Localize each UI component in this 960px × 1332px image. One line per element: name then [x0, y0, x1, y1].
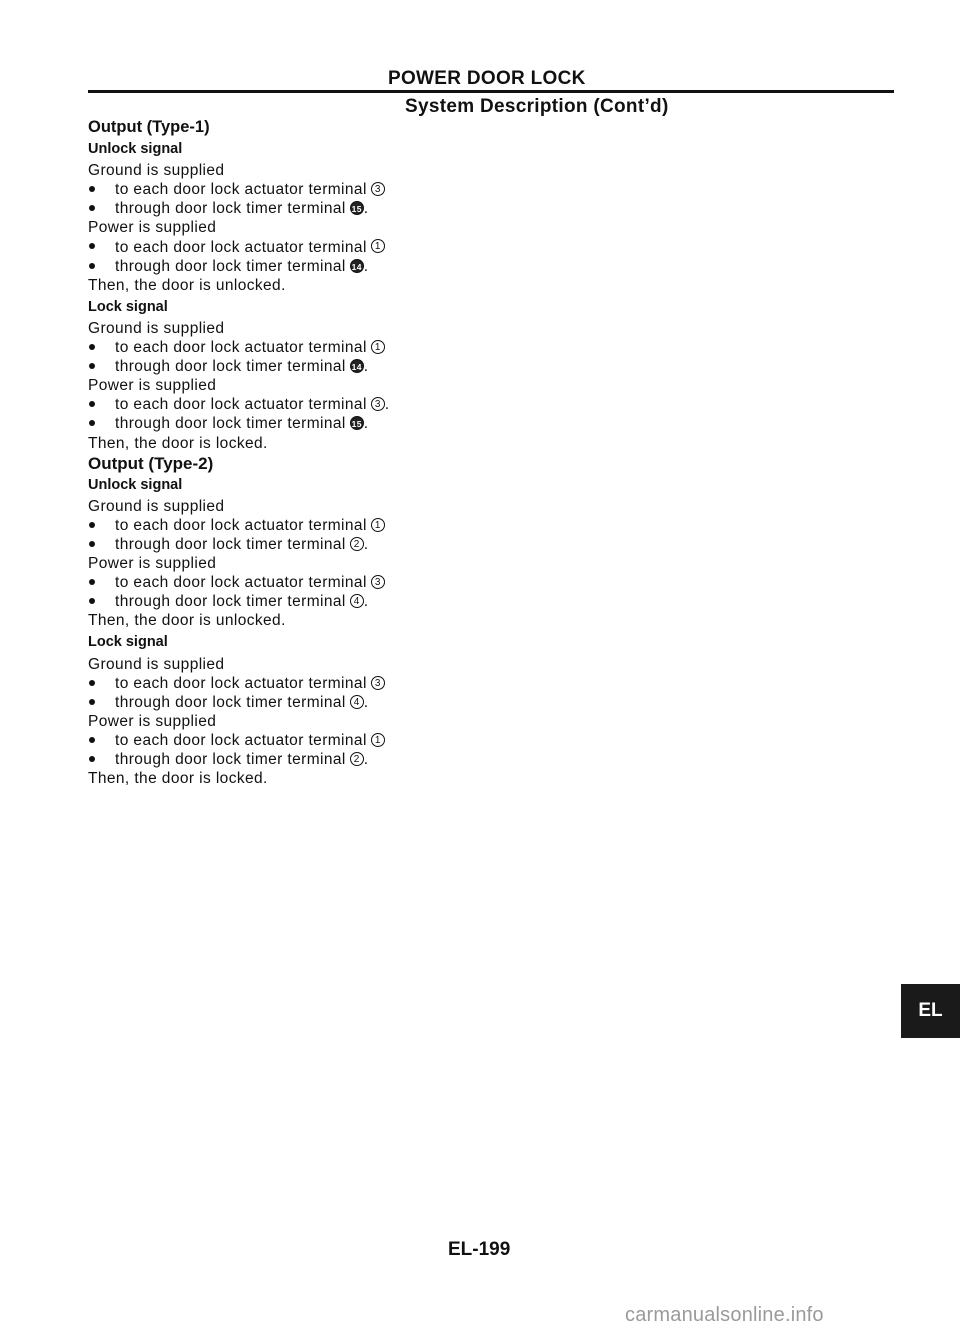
signal-heading: Lock signal: [88, 298, 168, 315]
text-line: Then, the door is unlocked.: [88, 276, 286, 294]
output-heading: Output (Type-2): [88, 453, 214, 473]
bullet-icon: [88, 414, 115, 433]
bullet-item: [88, 674, 688, 693]
terminal-number-icon: 3: [371, 397, 385, 411]
terminal-number-icon: 1: [371, 733, 385, 747]
line-suffix: .: [363, 257, 369, 275]
bullet-icon: [88, 395, 115, 414]
line-suffix: .: [363, 358, 369, 376]
bullet-icon: [88, 199, 115, 218]
bullet-text: through door lock timer terminal: [115, 200, 346, 218]
text-line: Ground is supplied: [88, 655, 225, 673]
terminal-number-icon: 1: [371, 340, 385, 354]
document-body: [88, 118, 688, 788]
bullet-text: to each door lock actuator terminal: [115, 339, 367, 357]
header-rule: [88, 90, 894, 93]
bullet-text: to each door lock actuator terminal: [115, 574, 367, 592]
bullet-item: [88, 731, 688, 750]
page-number: EL-199: [448, 1239, 511, 1260]
text-line: Then, the door is unlocked.: [88, 612, 286, 630]
line-suffix: .: [363, 693, 369, 711]
terminal-number-icon: 15: [350, 416, 364, 430]
line-suffix: .: [363, 415, 369, 433]
text-line: Power is supplied: [88, 712, 217, 730]
terminal-number-icon: 15: [350, 201, 364, 215]
bullet-icon: [88, 674, 115, 693]
bullet-icon: [88, 750, 115, 769]
terminal-number-icon: 2: [350, 537, 364, 551]
bullet-icon: [88, 573, 115, 592]
terminal-number-icon: 14: [350, 259, 364, 273]
bullet-icon: [88, 516, 115, 535]
bullet-item: [88, 592, 688, 611]
bullet-text: to each door lock actuator terminal: [115, 238, 367, 256]
bullet-icon: [88, 238, 115, 257]
terminal-number-icon: 4: [350, 695, 364, 709]
bullet-text: to each door lock actuator terminal: [115, 731, 367, 749]
bullet-icon: [88, 180, 115, 199]
bullet-item: [88, 414, 688, 433]
bullet-item: [88, 338, 688, 357]
terminal-number-icon: 3: [371, 676, 385, 690]
signal-heading: Unlock signal: [88, 141, 183, 158]
bullet-icon: [88, 257, 115, 276]
page-subtitle: System Description (Cont’d): [405, 96, 669, 117]
signal-heading: Unlock signal: [88, 476, 183, 493]
text-line: Ground is supplied: [88, 319, 225, 337]
line-suffix: .: [363, 751, 369, 768]
text-line: Power is supplied: [88, 219, 217, 237]
section-tab: EL: [901, 984, 960, 1038]
bullet-item: [88, 257, 688, 276]
signal-heading: Lock signal: [88, 634, 168, 651]
line-suffix: .: [363, 535, 369, 553]
text-line: Then, the door is locked.: [88, 770, 268, 788]
bullet-item: [88, 180, 688, 199]
bullet-item: [88, 693, 688, 712]
terminal-number-icon: 1: [371, 518, 385, 532]
bullet-icon: [88, 731, 115, 750]
bullet-text: to each door lock actuator terminal: [115, 181, 367, 199]
line-suffix: .: [384, 396, 390, 414]
bullet-item: [88, 357, 688, 376]
bullet-text: through door lock timer terminal: [115, 257, 346, 275]
text-line: Ground is supplied: [88, 162, 225, 180]
terminal-number-icon: 3: [371, 575, 385, 589]
text-line: Power is supplied: [88, 377, 217, 395]
bullet-item: [88, 535, 688, 554]
watermark: carmanualsonline.info: [625, 1304, 824, 1326]
text-line: Then, the door is locked.: [88, 434, 268, 452]
bullet-item: [88, 516, 688, 535]
bullet-text: to each door lock actuator terminal: [115, 516, 367, 534]
line-suffix: .: [363, 593, 369, 611]
bullet-text: through door lock timer terminal: [115, 358, 346, 376]
bullet-item: [88, 238, 688, 257]
bullet-icon: [88, 592, 115, 611]
bullet-text: to each door lock actuator terminal: [115, 674, 367, 692]
bullet-text: through door lock timer terminal: [115, 751, 346, 768]
bullet-item: [88, 199, 688, 218]
output-heading: Output (Type-1): [88, 118, 210, 136]
bullet-item: [88, 750, 688, 769]
terminal-number-icon: 14: [350, 359, 364, 373]
terminal-number-icon: 4: [350, 594, 364, 608]
bullet-icon: [88, 338, 115, 357]
bullet-icon: [88, 693, 115, 712]
bullet-item: [88, 573, 688, 592]
text-line: Power is supplied: [88, 555, 217, 573]
text-line: Ground is supplied: [88, 497, 225, 515]
bullet-text: through door lock timer terminal: [115, 535, 346, 553]
terminal-number-icon: 3: [371, 182, 385, 196]
terminal-number-icon: 2: [350, 752, 364, 766]
bullet-text: through door lock timer terminal: [115, 415, 346, 433]
bullet-text: through door lock timer terminal: [115, 593, 346, 611]
bullet-item: [88, 395, 688, 414]
bullet-icon: [88, 357, 115, 376]
page-title: POWER DOOR LOCK: [388, 68, 586, 89]
bullet-text: through door lock timer terminal: [115, 693, 346, 711]
bullet-text: to each door lock actuator terminal: [115, 396, 367, 414]
bullet-icon: [88, 535, 115, 554]
line-suffix: .: [363, 200, 369, 218]
terminal-number-icon: 1: [371, 239, 385, 253]
